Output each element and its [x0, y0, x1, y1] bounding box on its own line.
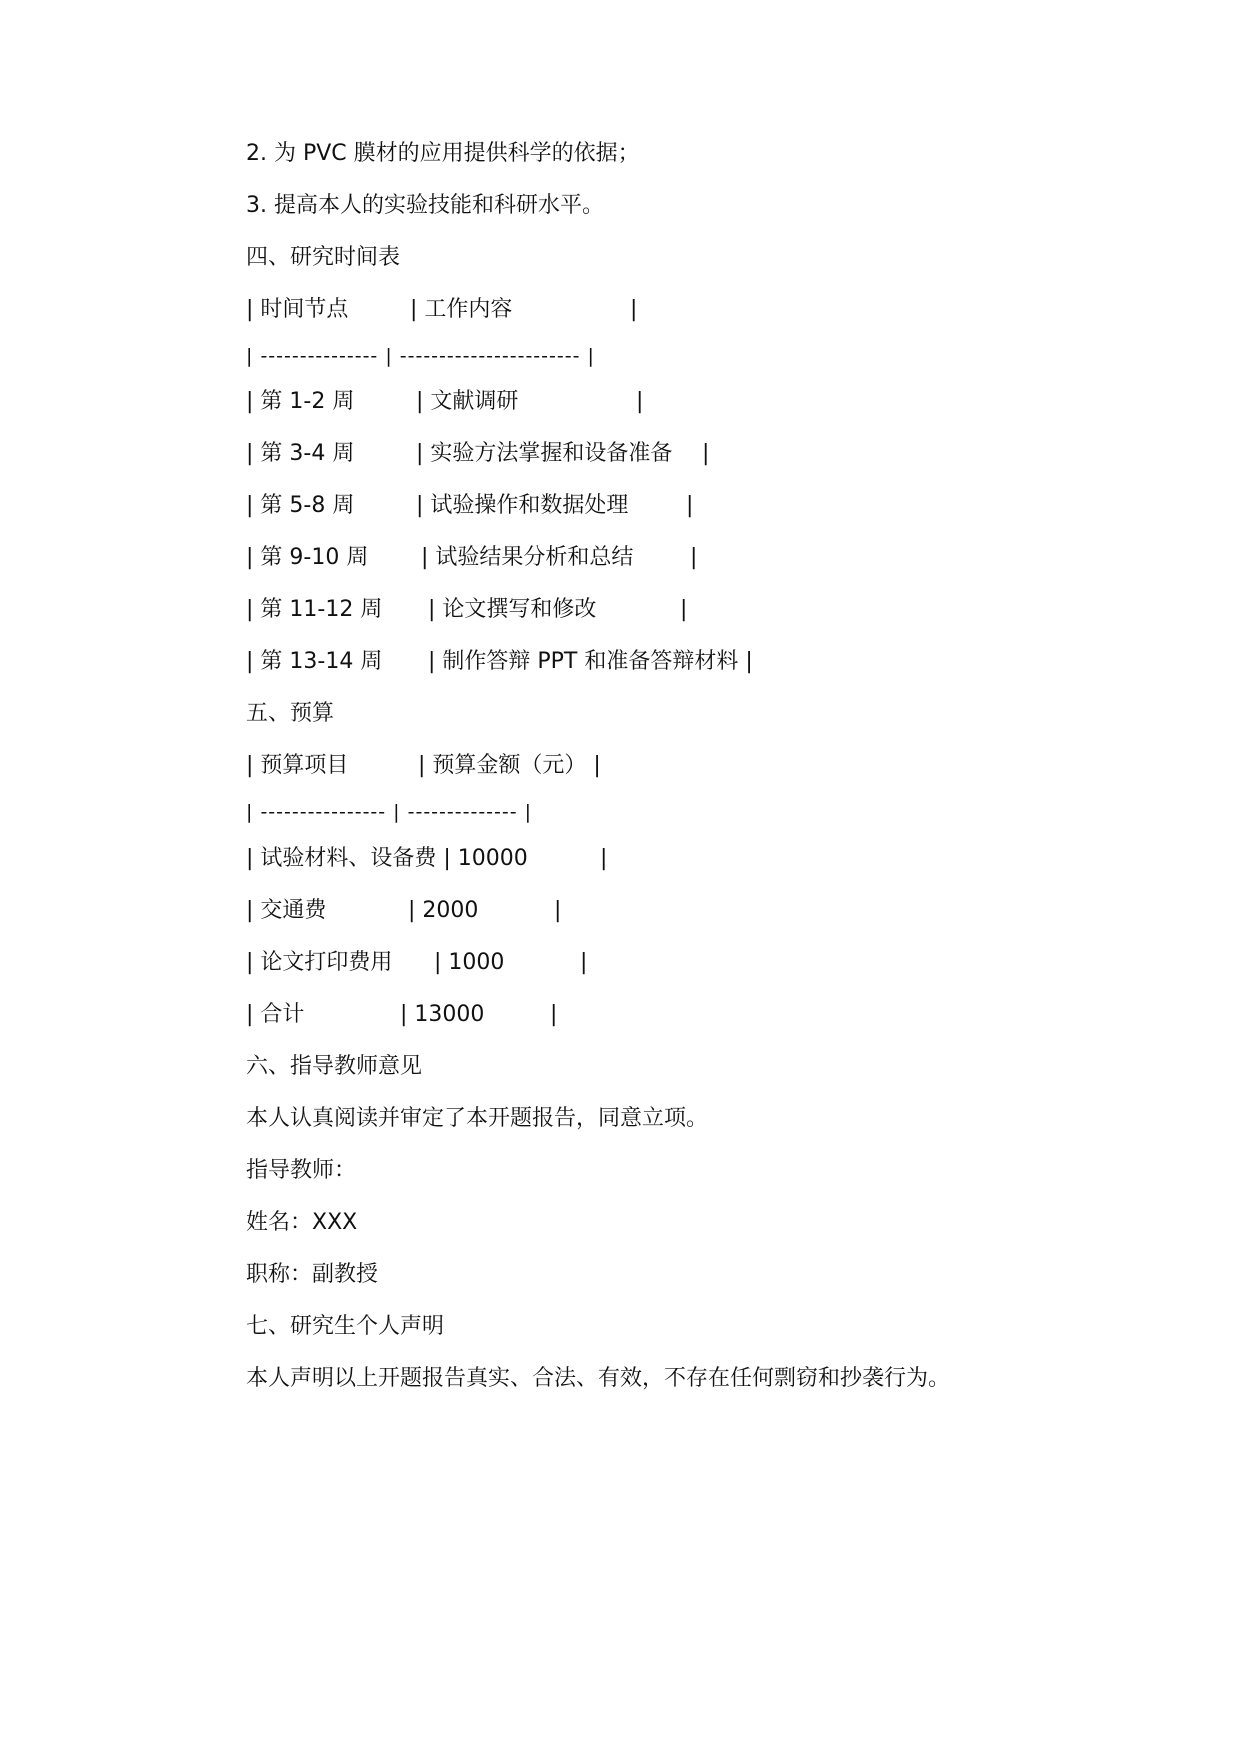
goal-item-2: 2. 为 PVC 膜材的应用提供科学的依据；: [246, 141, 640, 166]
budget-separator: | ---------------- | -------------- |: [246, 801, 533, 823]
section-heading-student: 七、研究生个人声明: [246, 1314, 445, 1339]
budget-cell-end: |: [554, 898, 562, 923]
budget-cell-item: | 试验材料、设备费 | 10000: [246, 846, 528, 871]
schedule-cell-work: | 实验方法掌握和设备准备: [416, 441, 673, 466]
schedule-cell-work: | 文献调研: [416, 389, 519, 414]
budget-cell-amount: | 13000: [400, 1002, 485, 1027]
schedule-header-end: |: [630, 297, 638, 322]
budget-cell-end: |: [600, 846, 608, 871]
budget-cell-item: | 论文打印费用: [246, 950, 393, 975]
schedule-cell-work: | 制作答辩 PPT 和准备答辩材料 |: [428, 649, 753, 674]
budget-cell-end: |: [580, 950, 588, 975]
budget-header-amount: | 预算金额（元） |: [418, 753, 601, 778]
budget-cell-amount: | 2000: [408, 898, 479, 923]
advisor-opinion: 本人认真阅读并审定了本开题报告，同意立项。: [246, 1106, 709, 1131]
budget-cell-amount: | 1000: [434, 950, 505, 975]
schedule-cell-end: |: [702, 441, 710, 466]
schedule-header-time: | 时间节点: [246, 297, 349, 322]
schedule-cell-end: |: [690, 545, 698, 570]
schedule-cell-time: | 第 9-10 周: [246, 545, 369, 570]
section-heading-schedule: 四、研究时间表: [246, 245, 401, 270]
advisor-label: 指导教师：: [246, 1158, 357, 1183]
section-heading-advisor: 六、指导教师意见: [246, 1054, 423, 1079]
schedule-cell-time: | 第 1-2 周: [246, 389, 355, 414]
advisor-title: 职称：副教授: [246, 1262, 379, 1287]
schedule-cell-time: | 第 13-14 周: [246, 649, 383, 674]
section-heading-budget: 五、预算: [246, 701, 335, 726]
budget-cell-item: | 合计: [246, 1002, 305, 1027]
budget-cell-end: |: [550, 1002, 558, 1027]
schedule-cell-end: |: [636, 389, 644, 414]
goal-item-3: 3. 提高本人的实验技能和科研水平。: [246, 193, 604, 218]
student-statement: 本人声明以上开题报告真实、合法、有效，不存在任何剽窃和抄袭行为。: [246, 1366, 951, 1391]
schedule-header-work: | 工作内容: [410, 297, 513, 322]
budget-header-item: | 预算项目: [246, 753, 349, 778]
schedule-cell-work: | 试验结果分析和总结: [421, 545, 634, 570]
schedule-cell-time: | 第 3-4 周: [246, 441, 355, 466]
schedule-cell-end: |: [686, 493, 694, 518]
schedule-cell-time: | 第 5-8 周: [246, 493, 355, 518]
schedule-cell-work: | 论文撰写和修改: [428, 597, 597, 622]
schedule-cell-end: |: [680, 597, 688, 622]
schedule-cell-work: | 试验操作和数据处理: [416, 493, 629, 518]
schedule-cell-time: | 第 11-12 周: [246, 597, 383, 622]
schedule-separator: | --------------- | ----------------------- |: [246, 345, 595, 367]
advisor-name: 姓名：XXX: [246, 1210, 358, 1235]
budget-cell-item: | 交通费: [246, 898, 327, 923]
